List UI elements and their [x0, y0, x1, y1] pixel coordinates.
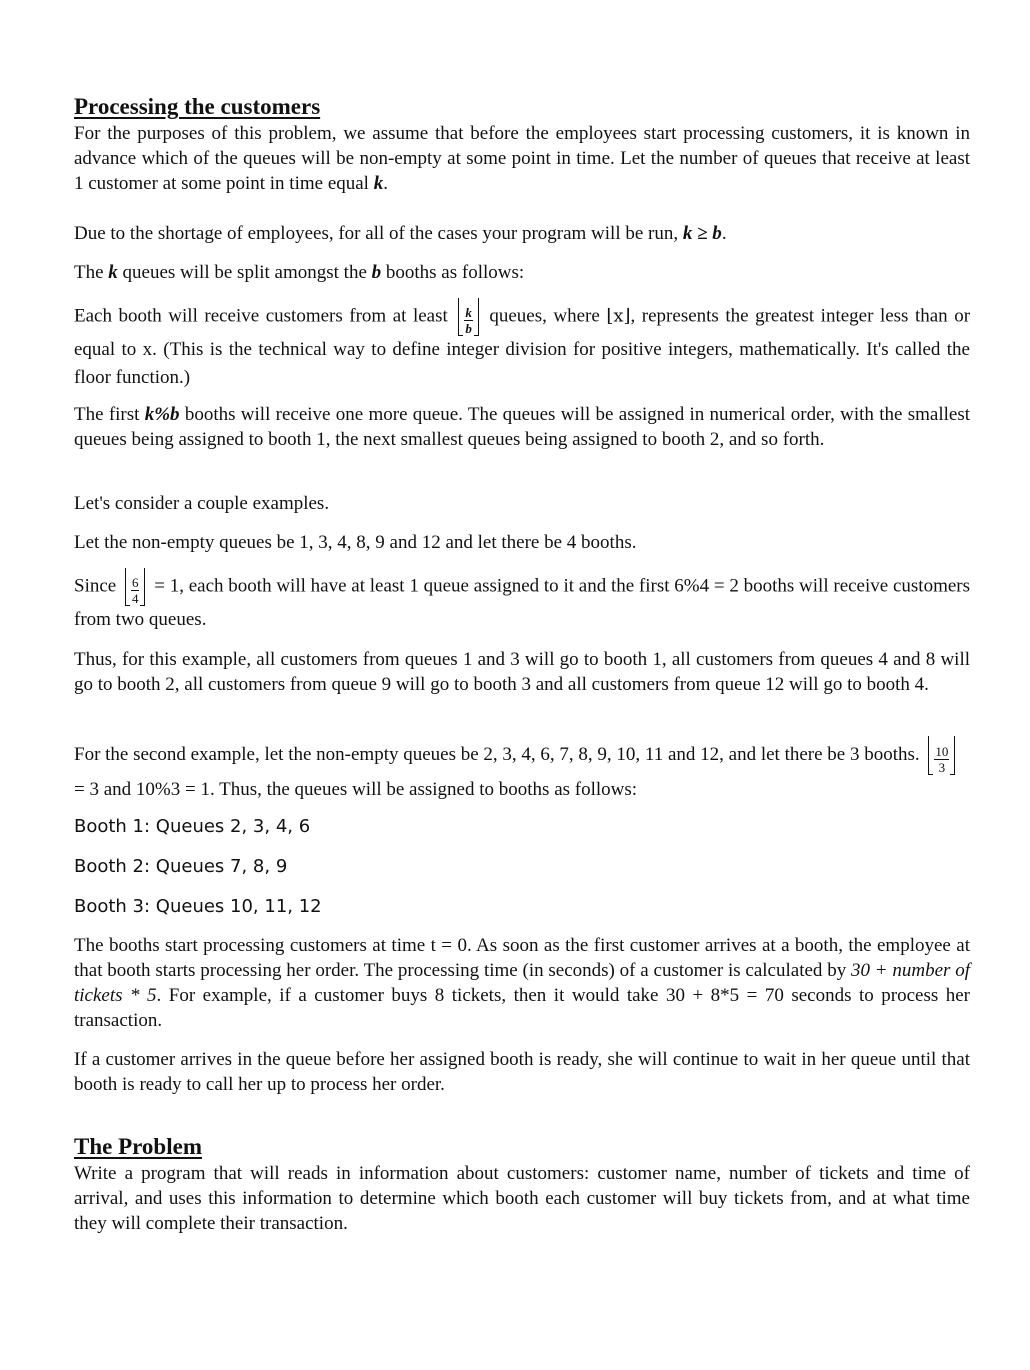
booth-assignment-1: Booth 1: Queues 2, 3, 4, 6	[74, 816, 311, 837]
paragraph-intro: For the purposes of this problem, we assume that before the employees start processing customers, it is known in advance which of the queues will be non-empty at some point in time. Let the number of queues that receive at least 1 customer at some point in time equal k.	[74, 123, 970, 194]
floor-k-over-b: $\frac{k}{b}$	[458, 298, 479, 336]
paragraph-example2: For the second example, let the non-empty queues be 2, 3, 4, 6, 7, 8, 9, 10, 11 and 12, and let there be 3 booths. $\frac{10}{3}$ = 3 and 10%3 = 1. Thus, the queues will be assigned to booths as follows:	[74, 736, 970, 804]
floor-6-over-4: $\frac{6}{4}$	[125, 568, 146, 606]
booth-assignment-2: Booth 2: Queues 7, 8, 9	[74, 856, 288, 877]
paragraph-processing-time: The booths start processing customers at time t = 0. As soon as the first customer arrives at a booth, the employee at that booth starts processing her order. The processing time (in seconds) of a customer is calculated by 30 + number of tickets * 5. For example, if a customer buys 8 tickets, then it would take 30 + 8*5 = 70 seconds to process her transaction.	[74, 935, 970, 1031]
floor-10-over-3: $\frac{10}{3}$	[928, 736, 955, 775]
section-the-problem	[74, 1133, 970, 1236]
heading-the-problem: The Problem	[74, 1134, 202, 1159]
paragraph-example1-setup: Let the non-empty queues be 1, 3, 4, 8, 9 and 12 and let there be 4 booths.	[74, 532, 637, 553]
paragraph-extra-queue: The first k%b booths will receive one more queue. The queues will be assigned in numerical order, with the smallest queues being assigned to booth 1, the next smallest queues being assigned to booth 2, and so forth.	[74, 404, 970, 450]
paragraph-waiting: If a customer arrives in the queue before her assigned booth is ready, she will continue to wait in her queue until that booth is ready to call her up to process her order.	[74, 1049, 970, 1095]
paragraph-example1-since: Since $\frac{6}{4}$ = 1, each booth will have at least 1 queue assigned to it and the first 6%4 = 2 booths will receive customers from two queues.	[74, 568, 970, 634]
paragraph-floor-definition: Each booth will receive customers from at least $\frac{k}{b}$ queues, where ⌊x⌋, represents the greatest integer less than or equal to x. (This is the technical way to define integer division for positive integers, mathematically. It's called the floor function.)	[74, 298, 970, 392]
section-processing	[74, 93, 970, 196]
paragraph-problem-statement: Write a program that will reads in information about customers: customer name, number of tickets and time of arrival, and uses this information to determine which booth each customer will buy tickets from, and at what time they will complete their transaction.	[74, 1163, 970, 1234]
booth-assignment-3: Booth 3: Queues 10, 11, 12	[74, 896, 322, 917]
paragraph-example1-result: Thus, for this example, all customers from queues 1 and 3 will go to booth 1, all customers from queues 4 and 8 will go to booth 2, all customers from queue 9 will go to booth 3 and all customers from queue 12 will go to booth 4.	[74, 649, 970, 695]
paragraph-split: The k queues will be split amongst the b booths as follows:	[74, 262, 525, 283]
paragraph-examples-intro: Let's consider a couple examples.	[74, 493, 330, 514]
heading-processing-customers: Processing the customers	[74, 94, 321, 119]
paragraph-shortage: Due to the shortage of employees, for all of the cases your program will be run, k ≥ b.	[74, 223, 727, 244]
